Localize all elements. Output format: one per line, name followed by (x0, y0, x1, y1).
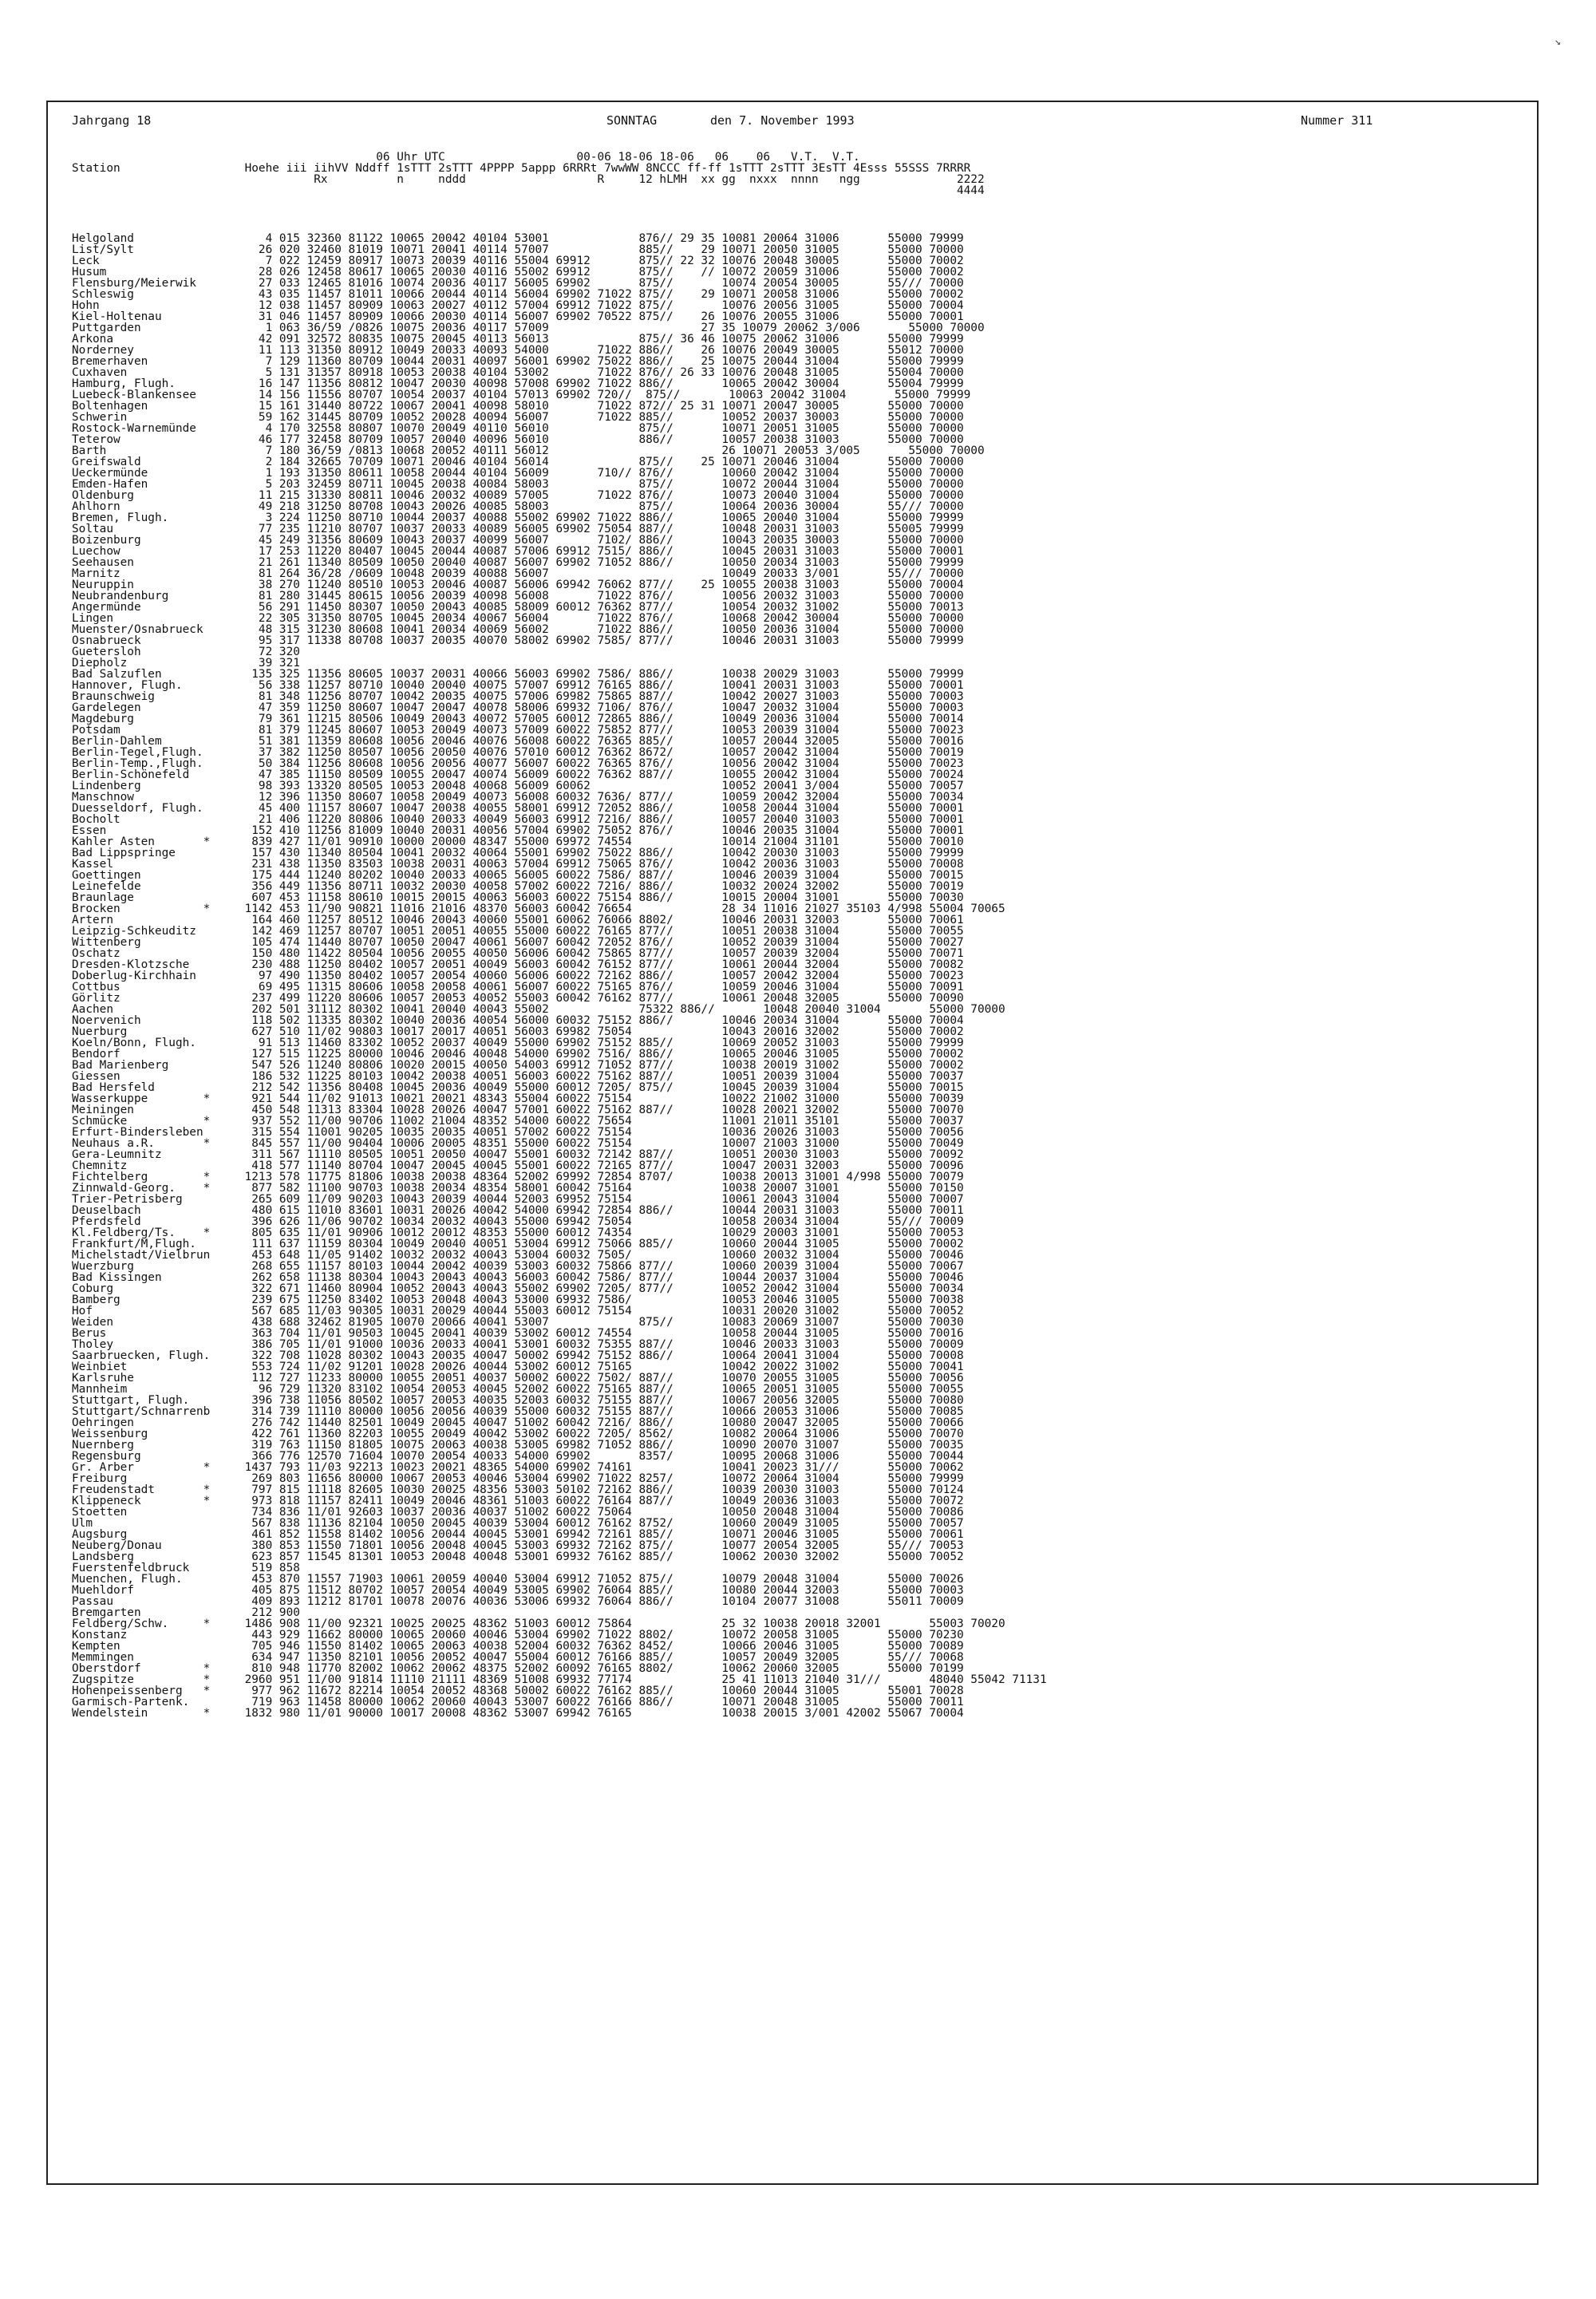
station-row: Kempten 705 946 11550 81402 10065 20063 40038 52004 60032 76362 8452/ 10066 20046 31005 55000 70089 (72, 1640, 964, 1653)
station-row: Weinbiet 553 724 11/02 91201 10028 20026 40044 53002 60012 75165 10042 20022 31002 55000 70041 (72, 1361, 964, 1373)
station-row: Zugspitze * 2960 951 11/00 91814 11110 21111 48369 51008 69932 77174 25 41 11013 21040 31/// 48040 55042 71131 (72, 1673, 1047, 1686)
station-row: Teterow 46 177 32458 80709 10057 20040 40096 56010 886// 10057 20038 31003 55000 70000 (72, 433, 964, 446)
station-row: Kl.Feldberg/Ts. * 805 635 11/01 90906 10012 20012 48353 55000 60012 74354 10029 20003 31001 55000 70053 (72, 1227, 964, 1239)
station-row: Ueckermünde 1 193 31350 80611 10058 20044 40104 56009 710// 876// 10060 20042 31004 55000 70000 (72, 467, 964, 480)
weather-report-frame (46, 101, 1539, 2185)
station-row: Ulm 567 838 11136 82104 10050 20045 40039 53004 60012 76162 8752/ 10060 20049 31005 55000 70057 (72, 1517, 964, 1530)
station-row: Boizenburg 45 249 31356 80609 10043 20037 40099 56007 7102/ 886// 10043 20035 30003 55000 70000 (72, 534, 964, 547)
station-row: Bad Lippspringe 157 430 11340 80504 10041 20032 40064 55001 69902 75022 886// 10042 20030 31003 55000 79999 (72, 847, 964, 859)
station-row: Regensburg 366 776 12570 71604 10070 20054 40033 54000 69902 8357/ 10095 20068 31006 55000 70044 (72, 1450, 964, 1463)
station-row: Saarbruecken, Flugh. 322 708 11028 80302 10043 20035 40047 50002 69942 75152 886// 10064 20041 31004 55000 70008 (72, 1349, 964, 1362)
station-row: Konstanz 443 929 11662 80000 10065 20060 40046 53004 69902 71022 8802/ 10072 20058 31005 55000 70230 (72, 1629, 964, 1641)
station-row: Görlitz 237 499 11220 80606 10057 20053 40052 55003 60042 76162 877// 10061 20048 32005 55000 70090 (72, 992, 964, 1005)
station-row: Klippeneck * 973 818 11157 82411 10049 20046 48361 51003 60022 76164 887// 10049 20036 31003 55000 70072 (72, 1495, 964, 1507)
station-row: Hof 567 685 11/03 90305 10031 20029 40044 55003 60012 75154 10031 20020 31002 55000 70052 (72, 1305, 964, 1317)
station-row: Gardelegen 47 359 11250 80607 10047 20047 40078 58006 69932 7106/ 876// 10047 20032 31004 55000 70003 (72, 701, 964, 714)
station-row: Karlsruhe 112 727 11233 80000 10055 20051 40037 50002 60022 7502/ 887// 10070 20055 31005 55000 70056 (72, 1372, 964, 1385)
station-row: Zinnwald-Georg. * 877 582 11100 90703 10038 20034 48354 58001 60042 75164 10038 20007 31001 55000 70150 (72, 1182, 964, 1195)
station-row: Norderney 11 113 31350 80912 10049 20033 40093 54000 71022 886// 26 10076 20049 30005 55012 70000 (72, 344, 964, 357)
station-row: Berlin-Schönefeld 47 385 11150 80509 10055 20047 40074 56009 60022 76362 887// 10055 20042 31004 55000 70024 (72, 768, 964, 781)
station-row: Wuerzburg 268 655 11157 80103 10044 20042 40039 53003 60032 75866 877// 10060 20039 31004 55000 70067 (72, 1260, 964, 1273)
station-row: Bremen, Flugh. 3 224 11250 80710 10044 20037 40088 55002 69902 71022 886// 10065 20040 31004 55000 79999 (72, 512, 964, 524)
station-row: Gr. Arber * 1437 793 11/03 92213 10023 20021 48365 54000 69902 74161 10041 20023 31/// 55000 70062 (72, 1461, 964, 1474)
station-row: Rostock-Warnemünde 4 170 32558 80807 10070 20049 40110 56010 875// 10071 20051 31005 55000 70000 (72, 422, 964, 435)
station-row: Schleswig 43 035 11457 81011 10066 20044 40114 56004 69902 71022 875// 29 10071 20058 31006 55000 70002 (72, 288, 964, 301)
station-row: Luechow 17 253 11220 80407 10045 20044 40087 57006 69912 7515/ 886// 10045 20031 31003 55000 70001 (72, 545, 964, 558)
weekday-label: SONNTAG (606, 113, 658, 128)
station-row: Kiel-Holtenau 31 046 11457 80909 10066 20030 40114 56007 69902 70522 875// 26 10076 20055 31006 55000 70001 (72, 310, 964, 323)
station-row: Passau 409 893 11212 81701 10078 20076 40036 53006 69932 76064 886// 10104 20077 31008 55011 70009 (72, 1595, 964, 1608)
station-row: Weiden 438 688 32462 81905 10070 20066 40041 53007 875// 10083 20069 31007 55000 70030 (72, 1316, 964, 1329)
station-row: Boltenhagen 15 161 31440 80722 10067 20041 40098 58010 71022 872// 25 31 10071 20047 30005 55000 70000 (72, 400, 964, 413)
station-row: Trier-Petrisberg 265 609 11/09 90203 10043 20039 40044 52003 69952 75154 10061 20043 31004 55000 70007 (72, 1193, 964, 1206)
station-row: Muenchen, Flugh. 453 870 11557 71903 10061 20059 40040 53004 69912 71052 875// 10079 20048 31004 55000 70026 (72, 1573, 964, 1586)
station-row: Stoetten 734 836 11/01 92603 10037 20036 40037 51002 60022 75064 10050 20048 31004 55000 70086 (72, 1506, 964, 1519)
station-row: Emden-Hafen 5 203 32459 80711 10045 20038 40084 58003 875// 10072 20044 31004 55000 70000 (72, 478, 964, 491)
station-row: Augsburg 461 852 11558 81402 10056 20044 40045 53001 69942 72161 885// 10071 20046 31005 55000 70061 (72, 1528, 964, 1541)
station-row: Cottbus 69 495 11315 80606 10058 20058 40061 56007 60022 75165 876// 10059 20046 31004 55000 70091 (72, 981, 964, 993)
corner-mark: ↘ (1555, 36, 1561, 48)
station-row: Schmücke * 937 552 11/00 90706 11002 21004 48352 54000 60022 75654 11001 21011 35101 55000 70037 (72, 1115, 964, 1128)
station-row: Neuruppin 38 270 11240 80510 10053 20046 40087 56006 69942 76062 877// 25 10055 20038 31003 55000 70004 (72, 579, 964, 591)
station-row: Flensburg/Meierwik 27 033 12465 81016 10074 20036 40117 56005 69902 875// 10074 20054 30005 55/// 70000 (72, 277, 964, 290)
station-row: Michelstadt/Vielbrun 453 648 11/05 91402 10032 20032 40043 53004 60032 7505/ 10060 20032 31004 55000 70046 (72, 1249, 964, 1262)
station-row: Hamburg, Flugh. 16 147 11356 80812 10047 20030 40098 57008 69902 71022 886// 10065 20042 30004 55004 79999 (72, 377, 964, 390)
station-row: Bamberg 239 675 11250 83402 10053 20048 40043 53000 69932 7586/ 10053 20046 31005 55000 70038 (72, 1294, 964, 1306)
station-row: Kahler Asten * 839 427 11/01 90910 10000 20000 48347 55000 69972 74554 10014 21004 31101 55000 70010 (72, 835, 964, 848)
station-row: Hohn 12 038 11457 80909 10063 20027 40112 57004 69912 71022 875// 10076 20056 31005 55000 70004 (72, 299, 964, 312)
report-header (72, 113, 1508, 131)
station-row: Kassel 231 438 11350 83503 10038 20031 40063 57004 69912 75065 876// 10042 20036 31003 55000 70008 (72, 858, 964, 871)
station-row: Wendelstein * 1832 980 11/01 90000 10017 20008 48362 53007 69942 76165 10038 20015 3/001 42002 55067 70004 (72, 1707, 964, 1720)
station-row: Bad Kissingen 262 658 11138 80304 10043 20043 40043 56003 60042 7586/ 877// 10044 20037 31004 55000 70046 (72, 1271, 964, 1284)
station-row: Leck 7 022 12459 80917 10073 20039 40116 55004 69912 875// 22 32 10076 20048 30005 55000 70002 (72, 255, 964, 267)
issue-number-label: Nummer 311 (1301, 113, 1373, 128)
station-row: Lingen 22 305 31350 80705 10045 20034 40067 56004 71022 876// 10068 20042 30004 55000 70000 (72, 612, 964, 625)
station-row: Frankfurt/M,Flugh. 111 637 11159 80304 10049 20040 40051 53004 69912 75066 885// 10060 20044 31005 55000 70002 (72, 1238, 964, 1250)
station-row: Lindenberg 98 393 13320 80505 10053 20048 40068 56009 60062 10052 20041 3/004 55000 70057 (72, 780, 964, 792)
station-row: Schwerin 59 162 31445 80709 10052 20028 40094 56007 71022 885// 10052 20037 30003 55000 70000 (72, 411, 964, 424)
station-row: Bocholt 21 406 11220 80806 10040 20033 40049 56003 69912 7216/ 886// 10057 20040 31003 55000 70001 (72, 813, 964, 826)
station-row: Manschnow 12 396 11350 80607 10058 20049 40073 56008 60032 7636/ 877// 10059 20042 32004 55000 70034 (72, 791, 964, 804)
station-row: Goettingen 175 444 11240 80202 10040 20033 40065 56005 60022 7586/ 887// 10046 20039 31004 55000 70015 (72, 869, 964, 882)
station-row: Freudenstadt * 797 815 11118 82605 10030 20025 48356 53003 50102 72162 886// 10039 20030 31003 55000 70124 (72, 1483, 964, 1496)
station-row: Muehldorf 405 875 11512 80702 10057 20054 40049 53005 69902 76064 885// 10080 20044 32003 55000 70003 (72, 1584, 964, 1597)
station-row: Cuxhaven 5 131 31357 80918 10053 20038 40104 53002 71022 876// 26 33 10076 20048 31005 55004 70000 (72, 366, 964, 379)
station-row: Deuselbach 480 615 11010 83601 10031 20026 40042 54000 69942 72854 886// 10044 20031 31003 55000 70011 (72, 1204, 964, 1217)
station-row: Barth 7 180 36/59 /0813 10068 20052 40111 56012 26 10071 20053 3/005 55000 70000 (72, 444, 985, 457)
station-row: Oberstdorf * 810 948 11770 82002 10062 20062 48375 52002 60092 76165 8802/ 10062 20060 32005 55000 70199 (72, 1662, 964, 1675)
station-row: Marnitz 81 264 36/28 /0609 10048 20039 40088 56007 10049 20033 3/001 55/// 70000 (72, 567, 964, 580)
station-row: Brocken * 1142 453 11/90 90821 11016 21016 48370 56003 60042 76654 28 34 11016 21027 35103 4/998 55004 70065 (72, 903, 1005, 915)
column-header-line: Station Hoehe iii iihVV Nddff 1sTTT 2sTTT 4PPPP 5appp 6RRRt 7wwWW 8NCCC ff-ff 1sTTT 2sTTT 3EsTT 4Esss 55SSS 7RRRR (72, 162, 971, 175)
station-row: Guetersloh 72 320 (72, 646, 300, 658)
station-row: Stuttgart/Schnarrenb 314 739 11110 80000 10056 20056 40039 55000 60032 75155 887// 10066 20053 31006 55000 70085 (72, 1405, 964, 1418)
station-row: Meiningen 450 548 11313 83304 10028 20026 40047 57001 60022 75162 887// 10028 20021 32002 55000 70070 (72, 1104, 964, 1116)
station-row: Seehausen 21 261 11340 80509 10050 20040 40087 56007 69902 71052 886// 10050 20034 31003 55000 79999 (72, 556, 964, 569)
station-row: Neuhaus a.R. * 845 557 11/00 90404 10006 20005 48351 55000 60022 75154 10007 21003 31000 55000 70049 (72, 1137, 964, 1150)
station-row: Erfurt-Bindersleben 315 554 11001 90205 10035 20035 40051 57002 60022 75154 10036 20026 31003 55000 70056 (72, 1126, 964, 1139)
station-row: Mannheim 96 729 11320 83102 10054 20053 40045 52002 60022 75165 887// 10065 20051 31005 55000 70055 (72, 1383, 964, 1396)
station-row: Oldenburg 11 215 31330 80811 10046 20032 40089 57005 71022 876// 10073 20040 31004 55000 70000 (72, 489, 964, 502)
station-row: List/Sylt 26 020 32460 81019 10071 20041 40114 57007 885// 29 10071 20050 31005 55000 70000 (72, 243, 964, 256)
station-row: Oehringen 276 742 11440 82501 10049 20045 40047 51002 60042 7216/ 886// 10080 20047 32005 55000 70066 (72, 1416, 964, 1429)
station-row: Arkona 42 091 32572 80835 10075 20045 40113 56013 875// 36 46 10075 20062 31006 55000 79999 (72, 333, 964, 346)
station-row: Tholey 386 705 11/01 91000 10036 20033 40041 53001 60032 75355 887// 10046 20033 31003 55000 70009 (72, 1338, 964, 1351)
station-row: Giessen 186 532 11225 80103 10042 20038 40051 56003 60022 75162 887// 10051 20039 31004 55000 70037 (72, 1070, 964, 1083)
station-row: Landsberg 623 857 11545 81301 10053 20048 40048 53001 69932 76162 885// 10062 20030 32002 55000 70052 (72, 1550, 964, 1563)
station-row: Braunschweig 81 348 11256 80707 10042 20035 40075 57006 69982 75865 887// 10042 20027 31003 55000 70003 (72, 690, 964, 703)
station-row: Koeln/Bonn, Flugh. 91 513 11460 83302 10052 20037 40049 55000 69902 75152 885// 10069 20052 31003 55000 79999 (72, 1037, 964, 1049)
station-row: Chemnitz 418 577 11140 80704 10047 20045 40045 55001 60022 72165 877// 10047 20031 32003 55000 70096 (72, 1159, 964, 1172)
station-row: Fuerstenfeldbruck 519 858 (72, 1562, 300, 1574)
station-row: Garmisch-Partenk. 719 963 11458 80000 10062 20060 40043 53007 60022 76166 886// 10071 20048 31005 55000 70011 (72, 1696, 964, 1708)
station-row: Neuberg/Donau 380 853 11550 71801 10056 20048 40045 53003 69932 72162 875// 10077 20054 32005 55/// 70053 (72, 1539, 964, 1552)
volume-label: Jahrgang 18 (72, 113, 152, 128)
column-header-line: Rx n nddd R 12 hLMH xx gg nxxx nnnn ngg 2222 (72, 173, 985, 186)
station-row: Magdeburg 79 361 11215 80506 10049 20043 40072 57005 60012 72865 886// 10049 20036 31004 55000 70014 (72, 713, 964, 725)
station-row: Bad Marienberg 547 526 11240 80806 10020 20015 40050 54003 69912 71052 877// 10038 20019 31002 55000 70002 (72, 1059, 964, 1072)
station-row: Soltau 77 235 11210 80707 10037 20033 40089 56005 69902 75054 887// 10048 20031 31003 55005 79999 (72, 523, 964, 535)
station-row: Berus 363 704 11/01 90503 10045 20041 40039 53002 60012 74554 10058 20044 31005 55000 70016 (72, 1327, 964, 1340)
station-row: Ahlhorn 49 218 31250 80708 10043 20026 40085 58003 875// 10064 20036 30004 55/// 70000 (72, 500, 964, 513)
column-header-line: 4444 (72, 184, 985, 197)
station-row: Berlin-Tegel,Flugh. 37 382 11250 80507 10056 20050 40076 57010 60012 76362 8672/ 10057 20042 31004 55000 70019 (72, 746, 964, 759)
station-row: Diepholz 39 321 (72, 657, 300, 670)
station-row: Bad Salzuflen 135 325 11356 80605 10037 20031 40066 56003 69902 7586/ 886// 10038 20029 31003 55000 79999 (72, 668, 964, 681)
station-row: Angermünde 56 291 11450 80307 10050 20043 40085 58009 60012 76362 877// 10054 20032 31002 55000 70013 (72, 601, 964, 614)
station-row: Leinefelde 356 449 11356 80711 10032 20030 40058 57002 60022 7216/ 886// 10032 20024 32002 55000 70019 (72, 880, 964, 893)
station-row: Noervenich 118 502 11335 80302 10040 20036 40054 56000 60032 75152 886// 10046 20034 31004 55000 70004 (72, 1014, 964, 1027)
station-row: Aachen 202 501 31112 80302 10041 20040 40043 55002 75322 886// 10048 20040 31004 55000 70000 (72, 1003, 1005, 1016)
station-row: Gera-Leumnitz 311 567 11110 80505 10051 20050 40047 55001 60032 72142 887// 10051 20030 31003 55000 70092 (72, 1148, 964, 1161)
station-row: Wasserkuppe * 921 544 11/02 91013 10021 20021 48343 55004 60022 75154 10022 21002 31000 55000 70039 (72, 1092, 964, 1105)
station-row: Feldberg/Schw. * 1486 908 11/00 92321 10025 20025 48362 51003 60012 75864 25 32 10038 20018 32001 55003 70020 (72, 1618, 1005, 1630)
station-row: Freiburg 269 803 11656 80000 10067 20053 40046 53004 69902 71022 8257/ 10072 20064 31004 55000 79999 (72, 1472, 964, 1485)
station-row: Neubrandenburg 81 280 31445 80615 10056 20039 40098 56008 71022 876// 10056 20032 31003 55000 70000 (72, 590, 964, 602)
station-row: Doberlug-Kirchhain 97 490 11350 80402 10057 20054 40060 56006 60022 72162 886// 10057 20042 32004 55000 70023 (72, 970, 964, 982)
station-row: Greifswald 2 184 32665 70709 10071 20046 40104 56014 875// 25 10071 20046 31004 55000 70000 (72, 456, 964, 468)
station-row: Berlin-Dahlem 51 381 11359 80608 10056 20046 40076 56008 60022 76365 885// 10057 20044 32005 55000 70016 (72, 735, 964, 748)
station-row: Oschatz 150 480 11422 80504 10056 20055 40050 56006 60042 75865 877// 10057 20039 32004 55000 70071 (72, 947, 964, 960)
station-row: Puttgarden 1 063 36/59 /0826 10075 20036 40117 57009 27 35 10079 20062 3/006 55000 70000 (72, 322, 985, 334)
station-row: Bremerhaven 7 129 11360 80709 10044 20031 40097 56001 69902 75022 886// 25 10075 20044 31004 55000 79999 (72, 355, 964, 368)
station-row: Fichtelberg * 1213 578 11775 81806 10038 20038 48364 52002 69992 72854 8707/ 10038 20013 31001 4/998 55000 70079 (72, 1171, 964, 1183)
station-row: Essen 152 410 11256 81009 10040 20031 40056 57004 69902 75052 876// 10046 20035 31004 55000 70001 (72, 824, 964, 837)
station-row: Stuttgart, Flugh. 396 738 11056 80502 10057 20053 40035 52003 60032 75155 887// 10067 20056 32005 55000 70080 (72, 1394, 964, 1407)
station-row: Dresden-Klotzsche 230 488 11250 80402 10057 20051 40049 56003 60042 76152 877// 10061 20044 32004 55000 70082 (72, 958, 964, 971)
station-row: Nuerburg 627 510 11/02 90803 10017 20017 40051 56003 69982 75054 10043 20016 32002 55000 70002 (72, 1025, 964, 1038)
station-row: Coburg 322 671 11460 80904 10052 20043 40043 55002 69902 7205/ 877// 10052 20042 31004 55000 70034 (72, 1282, 964, 1295)
station-row: Helgoland 4 015 32360 81122 10065 20042 40104 53001 876// 29 35 10081 20064 31006 55000 79999 (72, 232, 964, 245)
station-row: Weissenburg 422 761 11360 82203 10055 20049 40042 53002 60022 7205/ 8562/ 10082 20064 31006 55000 70070 (72, 1428, 964, 1440)
station-row: Osnabrueck 95 317 11338 80708 10037 20035 40070 58002 69902 7585/ 877// 10046 20031 31003 55000 79999 (72, 634, 964, 647)
station-row: Nuernberg 319 763 11150 81805 10075 20063 40038 53005 69982 71052 886// 10090 20070 31007 55000 70035 (72, 1439, 964, 1452)
station-row: Muenster/Osnabrueck 48 315 31230 80608 10041 20034 40069 56002 71022 886// 10050 20036 31004 55000 70000 (72, 623, 964, 636)
station-row: Potsdam 81 379 11245 80607 10053 20049 40073 57009 60022 75852 877// 10053 20039 31004 55000 70023 (72, 724, 964, 737)
station-row: Berlin-Temp.,Flugh. 50 384 11256 80608 10056 20056 40077 56007 60022 76365 876// 10056 20042 31004 55000 70023 (72, 757, 964, 770)
date-label: den 7. November 1993 (710, 113, 855, 128)
station-row: Hannover, Flugh. 56 338 11257 80710 10040 20040 40075 57007 69912 76165 886// 10041 20031 31003 55000 70001 (72, 679, 964, 692)
station-row: Luebeck-Blankensee 14 156 11556 80707 10054 20037 40104 57013 69902 720// 875// 10063 20042 31004 55000 79999 (72, 389, 971, 401)
station-row: Braunlage 607 453 11158 80610 10015 20015 40063 56003 60022 75154 886// 10015 20004 31001 55000 70030 (72, 891, 964, 904)
station-row: Bremgarten 212 900 (72, 1606, 300, 1619)
station-row: Artern 164 460 11257 80512 10046 20043 40060 55001 60062 76066 8802/ 10046 20031 32003 55000 70061 (72, 914, 964, 926)
station-row: Bad Hersfeld 212 542 11356 80408 10045 20036 40049 55000 60012 7205/ 875// 10045 20039 31004 55000 70015 (72, 1081, 964, 1094)
station-row: Wittenberg 105 474 11440 80707 10050 20047 40061 56007 60042 72052 876// 10052 20039 31004 55000 70027 (72, 936, 964, 949)
station-row: Hohenpeissenberg * 977 962 11672 82214 10054 20052 48368 50002 60022 76162 885// 10060 20044 31005 55001 70028 (72, 1685, 964, 1697)
column-header-line: 06 Uhr UTC 00-06 18-06 18-06 06 06 V.T. V.T. (72, 151, 860, 164)
station-row: Duesseldorf, Flugh. 45 400 11157 80607 10047 20038 40055 58001 69912 72052 886// 10058 20044 31004 55000 70001 (72, 802, 964, 815)
station-row: Husum 28 026 12458 80617 10065 20030 40116 55002 69912 875// // 10072 20059 31006 55000 70002 (72, 266, 964, 278)
station-row: Pferdsfeld 396 626 11/06 90702 10034 20032 40043 55000 69942 75054 10058 20034 31004 55/// 70009 (72, 1215, 964, 1228)
station-row: Memmingen 634 947 11350 82101 10056 20052 40047 55004 60012 76166 885// 10057 20049 32005 55/// 70068 (72, 1651, 964, 1664)
station-row: Leipzig-Schkeuditz 142 469 11257 80707 10051 20051 40055 55000 60022 76165 877// 10051 20038 31004 55000 70055 (72, 925, 964, 938)
station-row: Bendorf 127 515 11225 80000 10046 20046 40048 54000 69902 7516/ 886// 10065 20046 31005 55000 70002 (72, 1048, 964, 1061)
